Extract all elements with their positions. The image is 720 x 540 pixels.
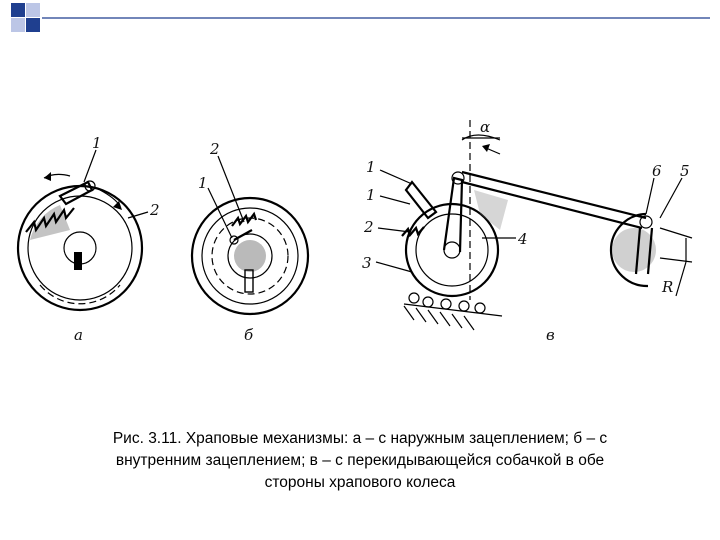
caption-line-1: Рис. 3.11. Храповые механизмы: а – с наружным зацеплением; б – с [112, 430, 608, 447]
label-c-1b: 1 [366, 186, 376, 204]
caption-line-2: внутренним зацеплением; в – с перекидывающейся собачкой в обе [115, 452, 605, 469]
label-c-alpha: α [480, 118, 491, 136]
label-c-4: 4 [518, 230, 528, 248]
mechanism-a [18, 150, 148, 310]
label-c-5: 5 [680, 162, 690, 180]
label-c-3: 3 [362, 254, 372, 272]
label-c-6: 6 [652, 162, 662, 180]
label-b-1: 1 [198, 174, 208, 192]
mechanism-b [192, 156, 308, 314]
figure-caption [30, 428, 690, 494]
label-a-1: 1 [92, 134, 102, 152]
part-label-a: а [74, 326, 83, 344]
label-c-R: R [662, 278, 674, 296]
label-c-2: 2 [364, 218, 374, 236]
label-b-2: 2 [210, 140, 220, 158]
part-label-c: в [546, 326, 555, 344]
mechanism-c [376, 120, 692, 330]
label-a-2: 2 [150, 201, 160, 219]
part-label-b: б [244, 326, 254, 344]
caption-line-3: стороны храпового колеса [264, 474, 456, 491]
label-c-1a: 1 [366, 158, 376, 176]
